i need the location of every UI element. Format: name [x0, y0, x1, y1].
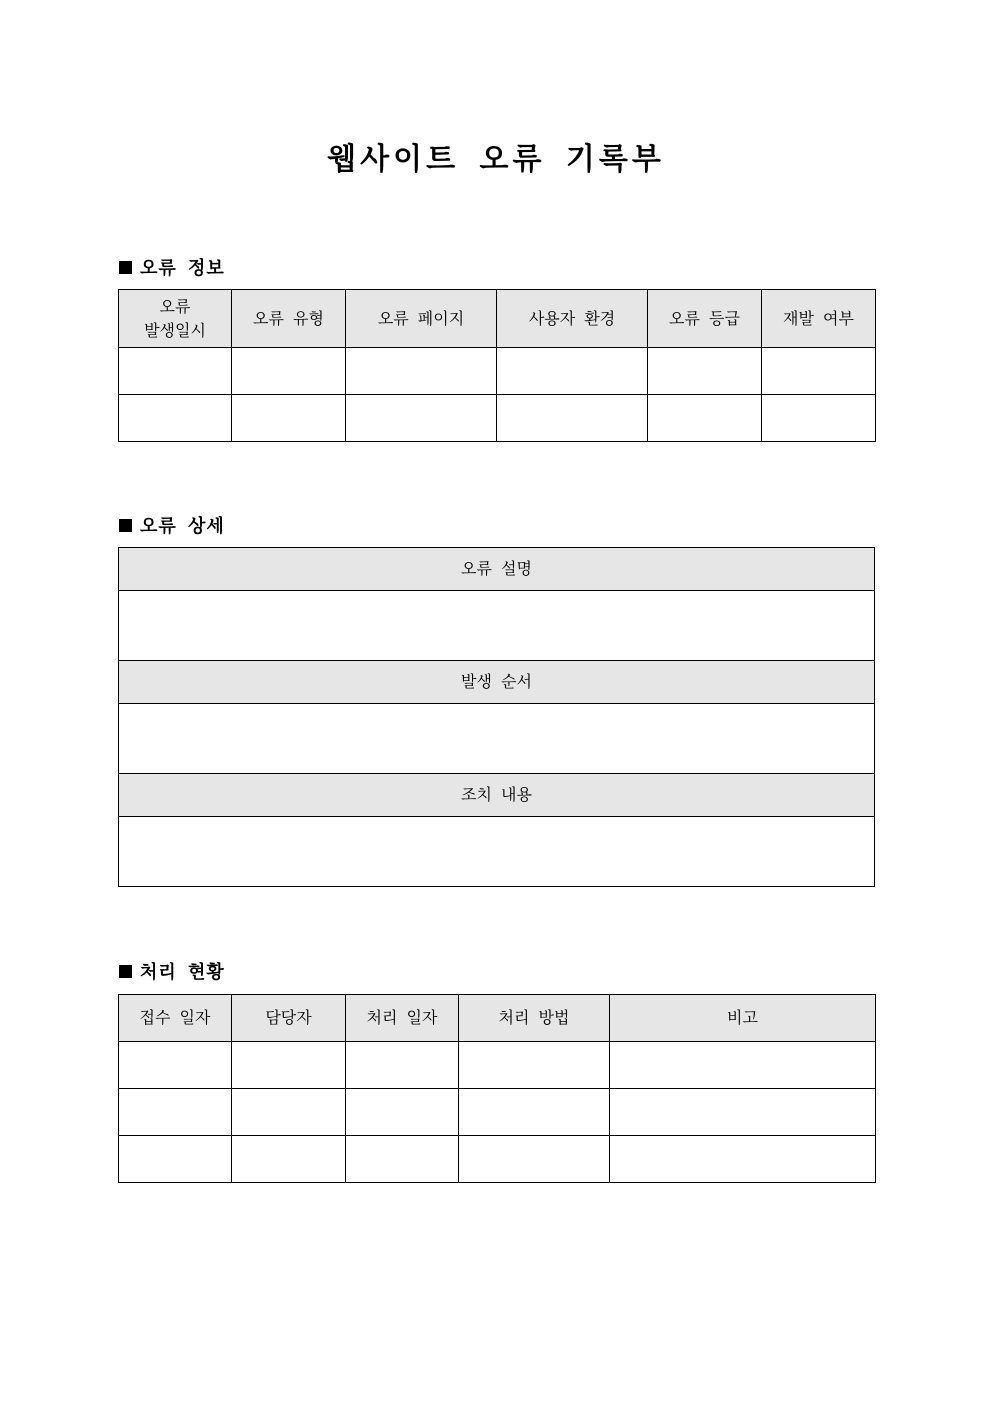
- table-cell[interactable]: [119, 395, 232, 442]
- block-body-row: [119, 817, 875, 887]
- processing-status-table: [118, 994, 876, 1183]
- error-info-table: [118, 289, 876, 442]
- column-header-occurred-at: 오류 발생일시: [119, 290, 232, 348]
- block-header-sequence: 발생 순서: [119, 661, 875, 704]
- action-field[interactable]: [119, 817, 875, 887]
- error-detail-table: [118, 547, 875, 887]
- table-row: [119, 1089, 876, 1136]
- section-heading-label: 오류 상세: [140, 516, 225, 537]
- column-header-assignee: 담당자: [232, 995, 346, 1042]
- block-header-row: [119, 774, 875, 817]
- block-body-row: [119, 591, 875, 661]
- table-cell[interactable]: [119, 1089, 232, 1136]
- table-cell[interactable]: [346, 1089, 459, 1136]
- table-cell[interactable]: [232, 1136, 346, 1183]
- section-heading-status: [119, 958, 225, 984]
- table-cell[interactable]: [119, 1136, 232, 1183]
- table-cell[interactable]: [346, 1042, 459, 1089]
- table-cell[interactable]: [459, 1089, 610, 1136]
- section-heading-info: [119, 254, 225, 280]
- table-cell[interactable]: [648, 395, 762, 442]
- section-heading-detail: [119, 512, 225, 538]
- table-cell[interactable]: [762, 348, 876, 395]
- table-row: [119, 348, 876, 395]
- table-row: [119, 1042, 876, 1089]
- column-header-recurrence: 재발 여부: [762, 290, 876, 348]
- block-header-row: [119, 548, 875, 591]
- section-heading-label: 오류 정보: [140, 258, 225, 279]
- table-cell[interactable]: [762, 395, 876, 442]
- table-cell[interactable]: [610, 1042, 876, 1089]
- table-row: [119, 1136, 876, 1183]
- square-bullet-icon: [119, 519, 132, 532]
- column-header-error-grade: 오류 등급: [648, 290, 762, 348]
- table-row: [119, 395, 876, 442]
- table-cell[interactable]: [232, 348, 346, 395]
- column-header-remarks: 비고: [610, 995, 876, 1042]
- table-header-row: [119, 995, 876, 1042]
- table-cell[interactable]: [648, 348, 762, 395]
- square-bullet-icon: [119, 965, 132, 978]
- column-header-error-page: 오류 페이지: [346, 290, 497, 348]
- column-header-user-env: 사용자 환경: [497, 290, 648, 348]
- block-body-row: [119, 704, 875, 774]
- table-cell[interactable]: [497, 348, 648, 395]
- table-cell[interactable]: [232, 1042, 346, 1089]
- sequence-field[interactable]: [119, 704, 875, 774]
- table-header-row: [119, 290, 876, 348]
- block-header-row: [119, 661, 875, 704]
- table-cell[interactable]: [610, 1089, 876, 1136]
- table-cell[interactable]: [610, 1136, 876, 1183]
- column-header-processed-date: 처리 일자: [346, 995, 459, 1042]
- column-header-error-type: 오류 유형: [232, 290, 346, 348]
- table-cell[interactable]: [232, 1089, 346, 1136]
- table-cell[interactable]: [232, 395, 346, 442]
- page-title: 웹사이트 오류 기록부: [327, 142, 665, 177]
- table-cell[interactable]: [346, 348, 497, 395]
- table-cell[interactable]: [119, 348, 232, 395]
- block-header-description: 오류 설명: [119, 548, 875, 591]
- table-cell[interactable]: [497, 395, 648, 442]
- table-cell[interactable]: [459, 1136, 610, 1183]
- table-cell[interactable]: [119, 1042, 232, 1089]
- column-header-method: 처리 방법: [459, 995, 610, 1042]
- column-header-received-date: 접수 일자: [119, 995, 232, 1042]
- square-bullet-icon: [119, 261, 132, 274]
- table-cell[interactable]: [346, 395, 497, 442]
- table-cell[interactable]: [346, 1136, 459, 1183]
- description-field[interactable]: [119, 591, 875, 661]
- table-cell[interactable]: [459, 1042, 610, 1089]
- block-header-action: 조치 내용: [119, 774, 875, 817]
- section-heading-label: 처리 현황: [140, 962, 225, 983]
